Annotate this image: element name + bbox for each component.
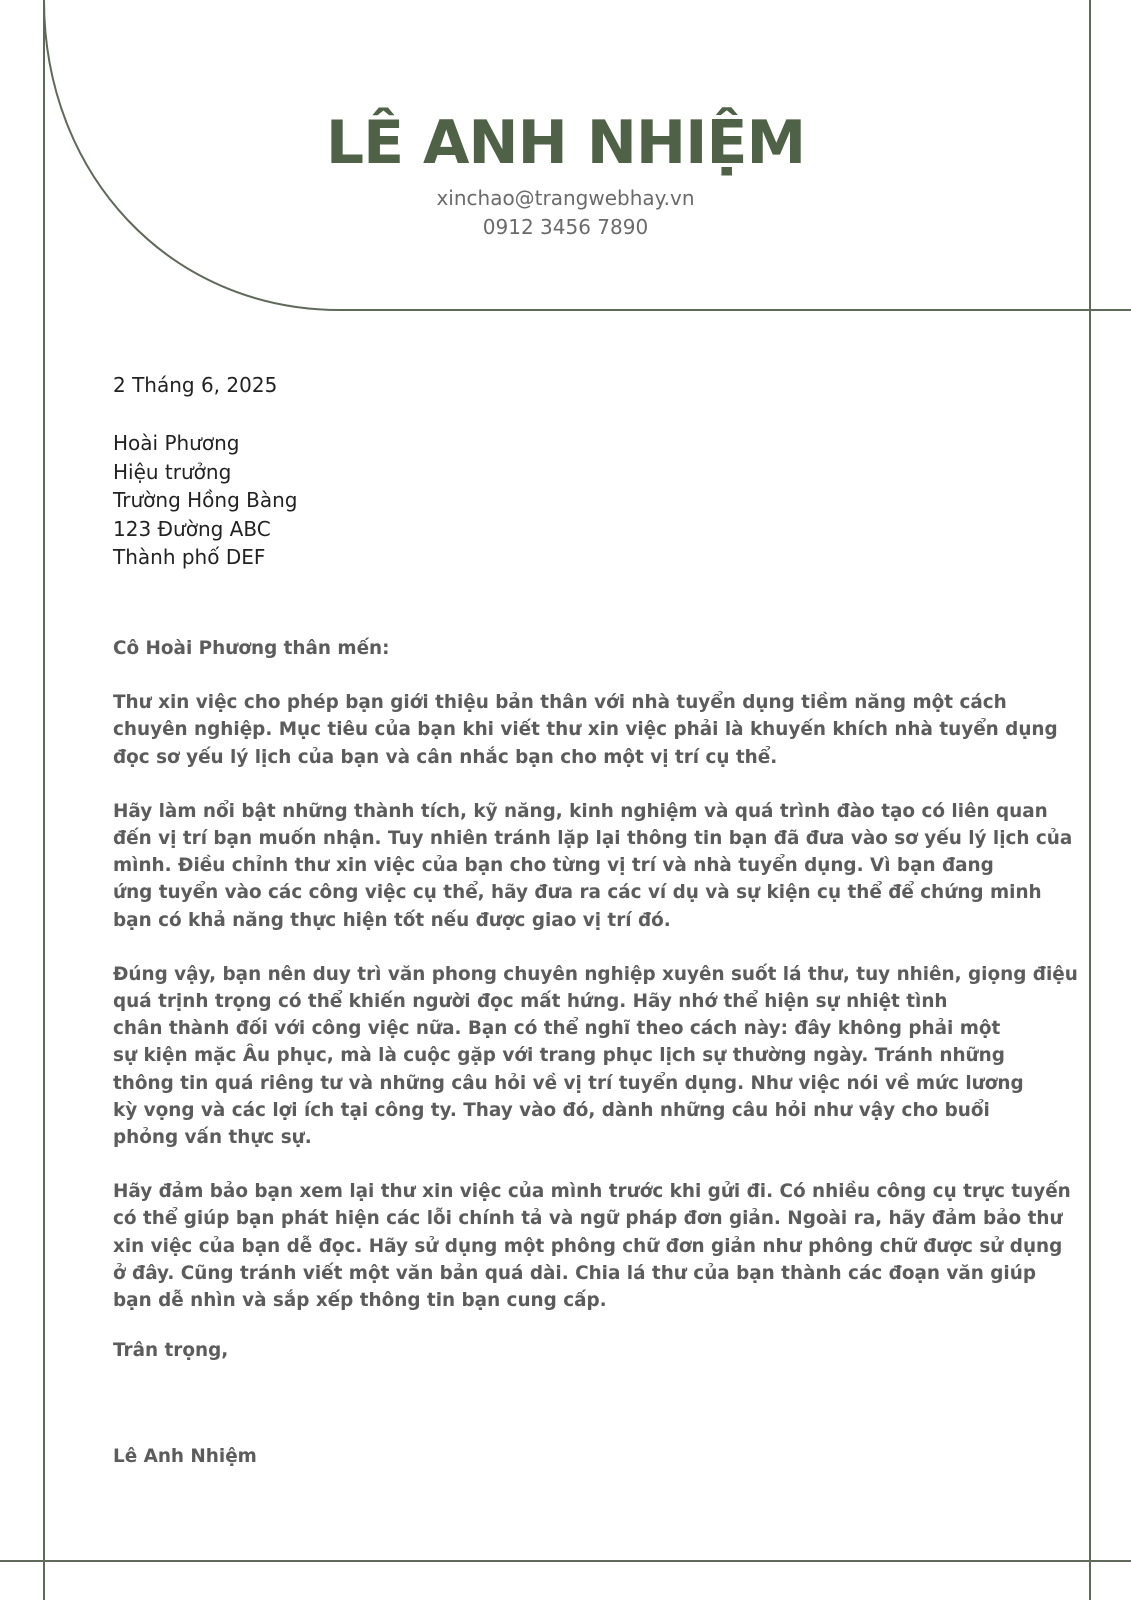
closing: Trân trọng, (113, 1340, 229, 1361)
paragraph-line: ở đây. Cũng tránh viết một văn bản quá dài. Chia lá thư của bạn thành các đoạn văn giúp (113, 1262, 1036, 1284)
paragraph-4 (113, 1178, 1071, 1314)
paragraph-line: bạn dễ nhìn và sắp xếp thông tin bạn cung cấp. (113, 1290, 607, 1312)
paragraph-line: chân thành đối với công việc nữa. Bạn có thể nghĩ theo cách này: đây không phải một (113, 1018, 1001, 1040)
paragraph-1 (113, 689, 1058, 771)
recipient-street: 123 Đường ABC (113, 516, 271, 541)
paragraph-line: sự kiện mặc Âu phục, mà là cuộc gặp với trang phục lịch sự thường ngày. Tránh những (113, 1045, 1005, 1067)
paragraph-line: phỏng vấn thực sự. (113, 1127, 312, 1149)
paragraph-line: đọc sơ yếu lý lịch của bạn và cân nhắc bạn cho một vị trí cụ thể. (113, 746, 778, 768)
signature: Lê Anh Nhiệm (113, 1446, 257, 1467)
paragraph-line: có thể giúp bạn phát hiện các lỗi chính tả và ngữ pháp đơn giản. Ngoài ra, hãy đảm bảo thư (113, 1208, 1063, 1230)
sender-name: LÊ ANH NHIỆM (325, 108, 806, 178)
paragraph-3 (113, 961, 1078, 1151)
paragraph-line: mình. Điều chỉnh thư xin việc của bạn cho từng vị trí và nhà tuyển dụng. Vì bạn đang (113, 855, 994, 877)
paragraph-line: thông tin quá riêng tư và những câu hỏi về vị trí tuyển dụng. Như việc nói về mức lương (113, 1072, 1024, 1094)
recipient-name: Hoài Phương (113, 431, 240, 455)
paragraph-line: chuyên nghiệp. Mục tiêu của bạn khi viết thư xin việc phải là khuyến khích nhà tuyển dụng (113, 719, 1058, 741)
paragraph-line: kỳ vọng và các lợi ích tại công ty. Thay vào đó, dành những câu hỏi như vậy cho buổi (113, 1099, 990, 1121)
sender-phone: 0912 3456 7890 (482, 215, 649, 239)
paragraph-line: bạn có khả năng thực hiện tốt nếu được giao vị trí đó. (113, 909, 671, 931)
recipient-block (113, 429, 298, 572)
letter-date: 2 Tháng 6, 2025 (113, 373, 278, 397)
paragraph-2 (113, 798, 1073, 934)
paragraph-line: Hãy đảm bảo bạn xem lại thư xin việc của mình trước khi gửi đi. Có nhiều công cụ trực tuyến (113, 1181, 1071, 1203)
paragraph-line: Đúng vậy, bạn nên duy trì văn phong chuyên nghiệp xuyên suốt lá thư, tuy nhiên, giọng điệu (113, 963, 1078, 985)
paragraph-line: đến vị trí bạn muốn nhận. Tuy nhiên tránh lặp lại thông tin bạn đã đưa vào sơ yếu lý lịch của (113, 828, 1073, 850)
paragraph-line: ứng tuyển vào các công việc cụ thể, hãy đưa ra các ví dụ và sự kiện cụ thể để chứng minh (113, 882, 1042, 904)
recipient-organization: Trường Hồng Bàng (113, 488, 298, 512)
letter-body (113, 635, 1078, 1341)
sender-email: xinchao@trangwebhay.vn (436, 186, 695, 210)
recipient-city: Thành phố DEF (113, 545, 266, 569)
salutation: Cô Hoài Phương thân mến: (113, 638, 390, 659)
paragraph-line: Thư xin việc cho phép bạn giới thiệu bản thân với nhà tuyển dụng tiềm năng một cách (113, 692, 1007, 714)
recipient-title: Hiệu trưởng (113, 459, 232, 484)
paragraph-line: quá trịnh trọng có thể khiến người đọc mất hứng. Hãy nhớ thể hiện sự nhiệt tình (113, 991, 948, 1013)
paragraph-line: xin việc của bạn dễ đọc. Hãy sử dụng một phông chữ đơn giản như phông chữ được sử dụng (113, 1235, 1063, 1257)
paragraph-line: Hãy làm nổi bật những thành tích, kỹ năng, kinh nghiệm và quá trình đào tạo có liên quan (113, 800, 1048, 822)
